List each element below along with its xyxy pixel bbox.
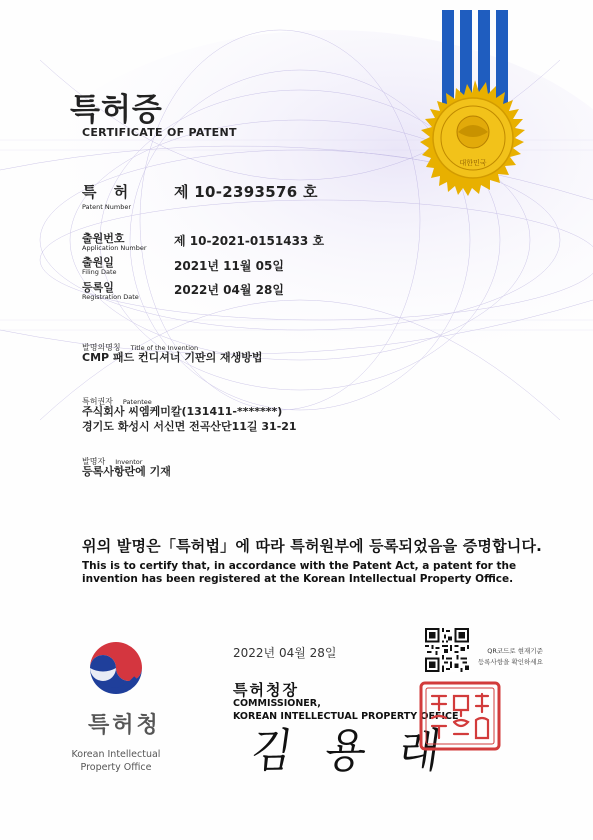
filing-label: 출원일 xyxy=(82,256,114,269)
invention-title: CMP 패드 컨디셔너 기판의 재생방법 xyxy=(82,351,263,364)
qr-code-icon[interactable] xyxy=(425,628,469,672)
logo-name-en xyxy=(62,748,170,774)
page-title: 특허증 xyxy=(70,92,163,128)
inventor-label-en: Inventor xyxy=(115,458,143,466)
patent-number: 제 10-2393576 호 xyxy=(174,183,318,201)
page-subtitle: CERTIFICATE OF PATENT xyxy=(82,126,237,139)
application-number: 제 10-2021-0151433 호 xyxy=(174,234,325,248)
national-emblem-medal-icon xyxy=(418,10,538,210)
commissioner-line2: KOREAN INTELLECTUAL PROPERTY OFFICE xyxy=(233,711,459,722)
logo-name-en-line1: Korean Intellectual xyxy=(71,749,161,760)
filing-date: 2021년 11월 05일 xyxy=(174,259,284,273)
application-label: 출원번호 xyxy=(82,232,125,245)
inventor-label: 발명자 xyxy=(82,457,106,466)
official-stamp-icon xyxy=(418,680,502,752)
patentee-label: 특허권자 xyxy=(82,397,113,406)
logo-name-ko: 특허청 xyxy=(88,713,161,738)
svg-text:대한민국: 대한민국 xyxy=(459,159,487,167)
registration-label: 등록일 xyxy=(82,281,114,294)
qr-note-line1: QR코드로 현재기준 xyxy=(487,647,543,655)
certification-en: This is to certify that, in accordance with the Patent Act, a patent for the invention has been registered at the Korean Intellectual Property Office. xyxy=(82,560,517,585)
invention-label: 발명의명칭 xyxy=(82,343,121,352)
application-label-en: Application Number xyxy=(82,244,147,252)
patentee-label-en: Patentee xyxy=(122,398,152,406)
logo-name-en-line2: Property Office xyxy=(80,762,152,773)
certification-ko: 위의 발명은「특허법」에 따라 특허원부에 등록되었음을 증명합니다. xyxy=(82,537,543,555)
filing-label-en: Filing Date xyxy=(82,268,117,276)
qr-note xyxy=(478,646,543,668)
registration-label-en: Registration Date xyxy=(82,293,139,301)
inventor-value: 등록사항란에 기재 xyxy=(82,465,171,478)
commissioner-line1: COMMISSIONER, xyxy=(233,698,321,709)
commissioner-title-ko: 특허청장 xyxy=(233,681,299,699)
issue-date: 2022년 04월 28일 xyxy=(233,646,337,660)
patent-label: 특 허 xyxy=(82,183,135,201)
qr-note-line2: 등록사항을 확인하세요 xyxy=(478,658,543,666)
patentee-address: 경기도 화성시 서신면 전곡산단11길 31-21 xyxy=(82,420,297,433)
patentee-name: 주식회사 씨엠케미칼(131411-*******) xyxy=(82,405,283,418)
taegeuk-logo-icon xyxy=(86,638,146,706)
handwritten-signature: 김 용 래 xyxy=(247,723,454,778)
patent-label-en: Patent Number xyxy=(82,203,132,211)
registration-date: 2022년 04월 28일 xyxy=(174,283,284,297)
invention-label-en: Title of the Invention xyxy=(130,344,199,352)
